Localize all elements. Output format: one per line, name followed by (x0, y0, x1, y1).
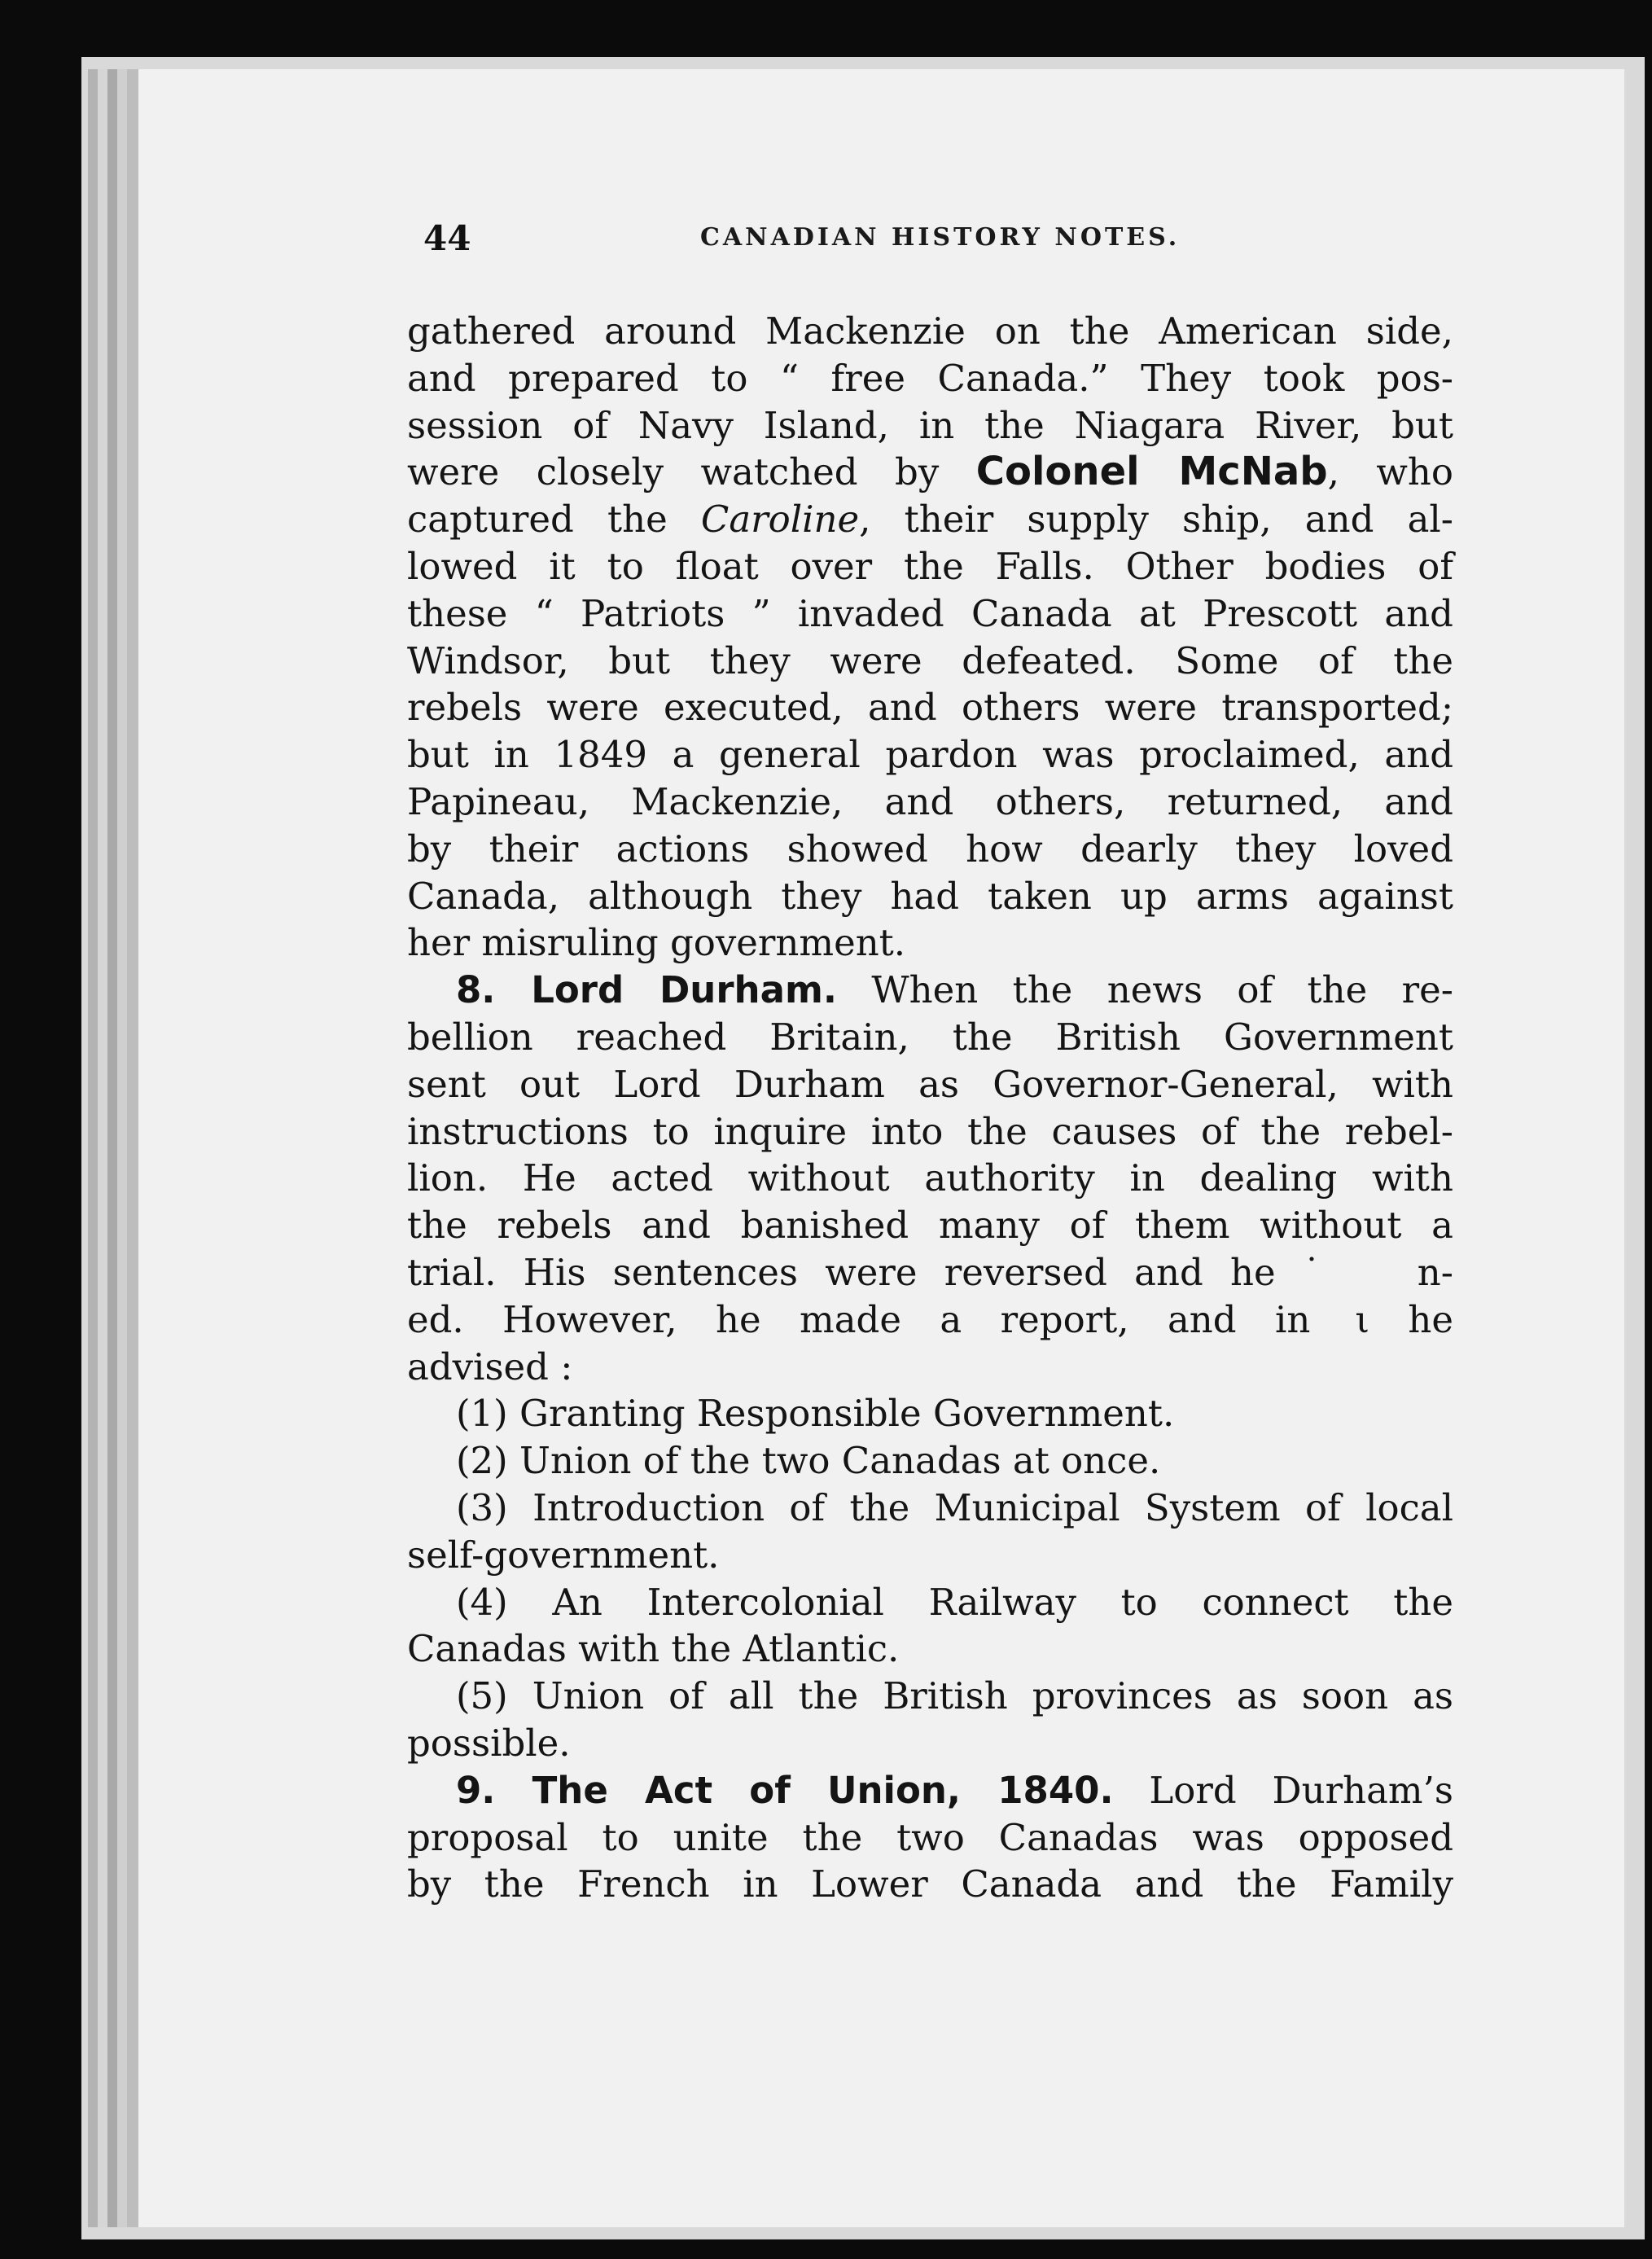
section-heading-act-of-union: The Act of Union, 1840. (532, 1768, 1114, 1812)
list-item-line (407, 1673, 1453, 1720)
text-line: session of Navy Island, in the Niagara River, but (407, 403, 1453, 447)
section-heading-line (407, 967, 1453, 1014)
ship-name: Caroline (700, 498, 860, 542)
text-line: her misruling government. (407, 921, 906, 965)
text-line: bellion reached Britain, the British Government (407, 1015, 1453, 1059)
list-item-marker: (2) (456, 1439, 520, 1483)
text-run: , their supply ship, and al- (859, 498, 1454, 542)
text-line: gathered around Mackenzie on the American side, (407, 309, 1453, 353)
list-item-line (407, 1625, 1453, 1673)
text-line: Papineau, Mackenzie, and others, returned, and (407, 779, 1453, 823)
list-item-line (407, 1532, 1453, 1579)
text-line: ed. However, he made a report, and in ι he (407, 1297, 1453, 1341)
section-act-of-union (407, 1767, 1453, 1908)
text-run: were closely watched by (407, 450, 976, 494)
list-item-line (407, 1579, 1453, 1626)
section-number: 8. (456, 968, 532, 1012)
section-lord-durham (407, 967, 1453, 1767)
list-item-text: Granting Responsible Government. (519, 1392, 1175, 1436)
emphasized-name: Colonel McNab (975, 449, 1328, 495)
list-item-line (407, 1390, 1453, 1437)
text-line: the rebels and banished many of them without a (407, 1204, 1453, 1248)
list-item-text: Introduction of the Municipal System of local (532, 1485, 1454, 1529)
list-item-marker: (1) (456, 1392, 520, 1436)
list-item-marker: (5) (456, 1674, 532, 1718)
text-run: captured the (407, 498, 701, 542)
text-run: Lord Durham’s (1149, 1768, 1453, 1812)
list-item-line (407, 1485, 1453, 1532)
text-line (407, 449, 1453, 496)
text-run: When the news of the re- (871, 968, 1453, 1012)
text-line: by their actions showed how dearly they loved (407, 827, 1453, 871)
text-line (407, 496, 1453, 543)
section-heading-line (407, 1767, 1453, 1814)
text-line: trial. His sentences were reversed and he ˙ n- (407, 1250, 1453, 1294)
list-item-text: An Intercolonial Railway to connect the (552, 1580, 1453, 1624)
text-line: by the French in Lower Canada and the Family (407, 1862, 1453, 1906)
list-item-text: self-government. (407, 1533, 720, 1577)
list-item-line (407, 1437, 1453, 1485)
body-text (407, 308, 1453, 1908)
text-run: , who (1327, 450, 1454, 494)
text-line: but in 1849 a general pardon was proclaimed, and (407, 733, 1453, 777)
text-line: lowed it to float over the Falls. Other bodies of (407, 544, 1453, 588)
text-line: these “ Patriots ” invaded Canada at Prescott and (407, 591, 1453, 635)
text-line: proposal to unite the two Canadas was opposed (407, 1815, 1453, 1859)
list-item-marker: (3) (456, 1485, 533, 1529)
text-line: Windsor, but they were defeated. Some of the (407, 638, 1453, 682)
list-item-line (407, 1720, 1453, 1767)
list-item-text: Union of all the British provinces as soon as (532, 1674, 1453, 1718)
running-title: CANADIAN HISTORY NOTES. (700, 223, 1181, 252)
paragraph-rebellion-aftermath (407, 308, 1453, 967)
section-heading-lord-durham: Lord Durham. (531, 968, 837, 1012)
list-item-text: possible. (407, 1721, 571, 1765)
text-line: advised : (407, 1344, 573, 1388)
list-item-text: Union of the two Canadas at once. (519, 1439, 1161, 1483)
page-number: 44 (423, 218, 471, 258)
list-item-text: Canadas with the Atlantic. (407, 1627, 900, 1671)
text-line: instructions to inquire into the causes of the rebel- (407, 1109, 1453, 1153)
text-line: rebels were executed, and others were transported; (407, 686, 1453, 730)
section-number: 9. (456, 1768, 532, 1812)
list-item-marker: (4) (456, 1580, 553, 1624)
text-line: sent out Lord Durham as Governor-General, with (407, 1062, 1453, 1106)
page-header (423, 218, 1449, 267)
text-line: and prepared to “ free Canada.” They took pos- (407, 356, 1453, 400)
text-line: lion. He acted without authority in dealing with (407, 1156, 1453, 1200)
text-line: Canada, although they had taken up arms against (407, 874, 1453, 918)
